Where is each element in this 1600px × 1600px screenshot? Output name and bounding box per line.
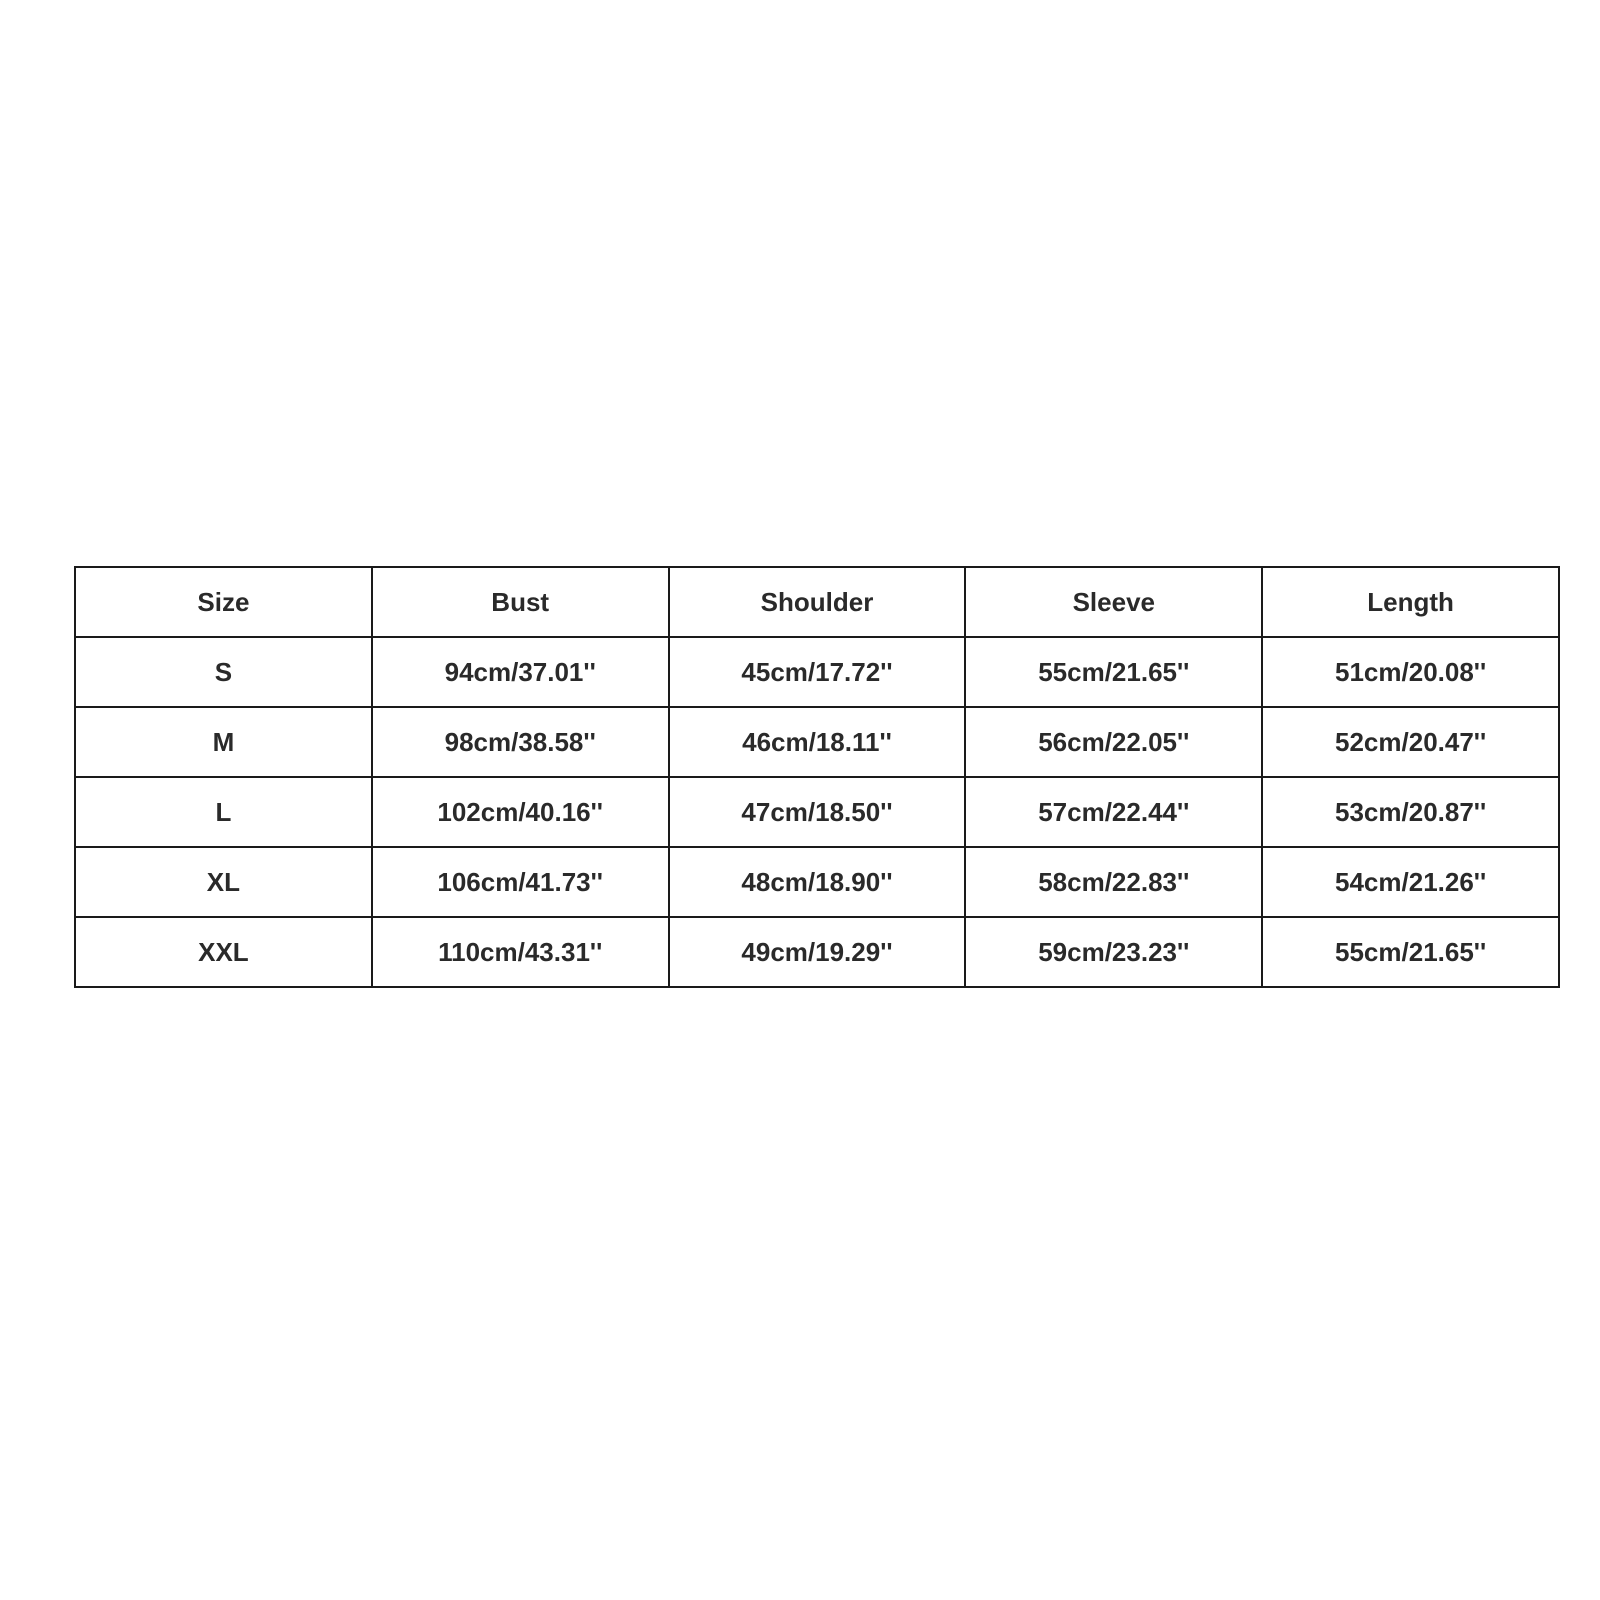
sleeve-cell: 59cm/23.23'' [965,917,1262,987]
table-row [75,777,1559,847]
shoulder-cell: 46cm/18.11'' [669,707,966,777]
sleeve-cell: 57cm/22.44'' [965,777,1262,847]
size-cell: M [75,707,372,777]
length-cell: 53cm/20.87'' [1262,777,1559,847]
shoulder-cell: 49cm/19.29'' [669,917,966,987]
sleeve-cell: 55cm/21.65'' [965,637,1262,707]
bust-cell: 102cm/40.16'' [372,777,669,847]
size-chart-table [74,566,1560,988]
sleeve-cell: 58cm/22.83'' [965,847,1262,917]
length-cell: 54cm/21.26'' [1262,847,1559,917]
length-cell: 52cm/20.47'' [1262,707,1559,777]
table-row [75,707,1559,777]
size-cell: S [75,637,372,707]
size-cell: XL [75,847,372,917]
length-cell: 55cm/21.65'' [1262,917,1559,987]
table-row [75,917,1559,987]
header-cell-size: Size [75,567,372,637]
header-row [75,567,1559,637]
shoulder-cell: 45cm/17.72'' [669,637,966,707]
table-row [75,847,1559,917]
size-cell: L [75,777,372,847]
bust-cell: 106cm/41.73'' [372,847,669,917]
header-cell-length: Length [1262,567,1559,637]
bust-cell: 94cm/37.01'' [372,637,669,707]
shoulder-cell: 47cm/18.50'' [669,777,966,847]
header-cell-bust: Bust [372,567,669,637]
sleeve-cell: 56cm/22.05'' [965,707,1262,777]
header-cell-sleeve: Sleeve [965,567,1262,637]
table-row [75,637,1559,707]
bust-cell: 98cm/38.58'' [372,707,669,777]
shoulder-cell: 48cm/18.90'' [669,847,966,917]
bust-cell: 110cm/43.31'' [372,917,669,987]
size-cell: XXL [75,917,372,987]
length-cell: 51cm/20.08'' [1262,637,1559,707]
header-cell-shoulder: Shoulder [669,567,966,637]
